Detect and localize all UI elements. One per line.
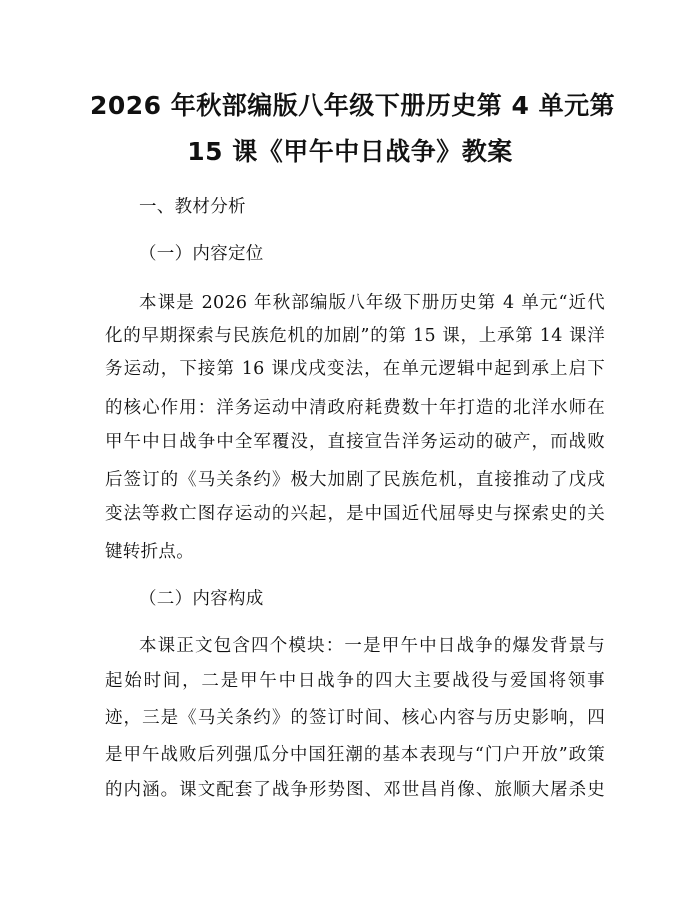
paragraph-2-line: 本课正文包含四个模块：一是甲午中日战争的爆发背景与 bbox=[139, 636, 605, 656]
paragraph-1-line: 本课是 2026 年秋部编版八年级下册历史第 4 单元“近代 bbox=[139, 293, 605, 313]
paragraph-2-line: 的内涵。课文配套了战争形势图、邓世昌肖像、旅顺大屠杀史 bbox=[105, 780, 605, 800]
paragraph-1-line: 的核心作用：洋务运动中清政府耗费数十年打造的北洋水师在 bbox=[105, 398, 605, 418]
paragraph-1-line: 务运动，下接第 16 课戊戌变法，在单元逻辑中起到承上启下 bbox=[105, 359, 605, 379]
paragraph-1-line: 后签订的《马关条约》极大加剧了民族危机，直接推动了戊戌 bbox=[105, 470, 605, 490]
paragraph-1-line: 变法等救亡图存运动的兴起，是中国近代屈辱史与探索史的关 bbox=[105, 504, 605, 524]
paragraph-1-line: 甲午中日战争中全军覆没，直接宣告洋务运动的破产，而战败 bbox=[105, 432, 605, 452]
paragraph-2-line: 是甲午战败后列强瓜分中国狂潮的基本表现与“门户开放”政策 bbox=[105, 745, 605, 765]
subsection-heading-content-structure: （二）内容构成 bbox=[139, 589, 264, 609]
paragraph-2-line: 迹，三是《马关条约》的签订时间、核心内容与历史影响，四 bbox=[105, 708, 605, 728]
document-title-line-2: 15 课《甲午中日战争》教案 bbox=[187, 137, 513, 166]
paragraph-1-line: 化的早期探索与民族危机的加剧”的第 15 课，上承第 14 课洋 bbox=[105, 326, 605, 346]
subsection-heading-content-positioning: （一）内容定位 bbox=[139, 244, 264, 264]
paragraph-2-line: 起始时间，二是甲午中日战争的四大主要战役与爱国将领事 bbox=[105, 671, 605, 691]
section-heading: 一、教材分析 bbox=[139, 197, 246, 217]
paragraph-1-line: 键转折点。 bbox=[105, 542, 194, 562]
document-title-line-1: 2026 年秋部编版八年级下册历史第 4 单元第 bbox=[90, 91, 616, 120]
